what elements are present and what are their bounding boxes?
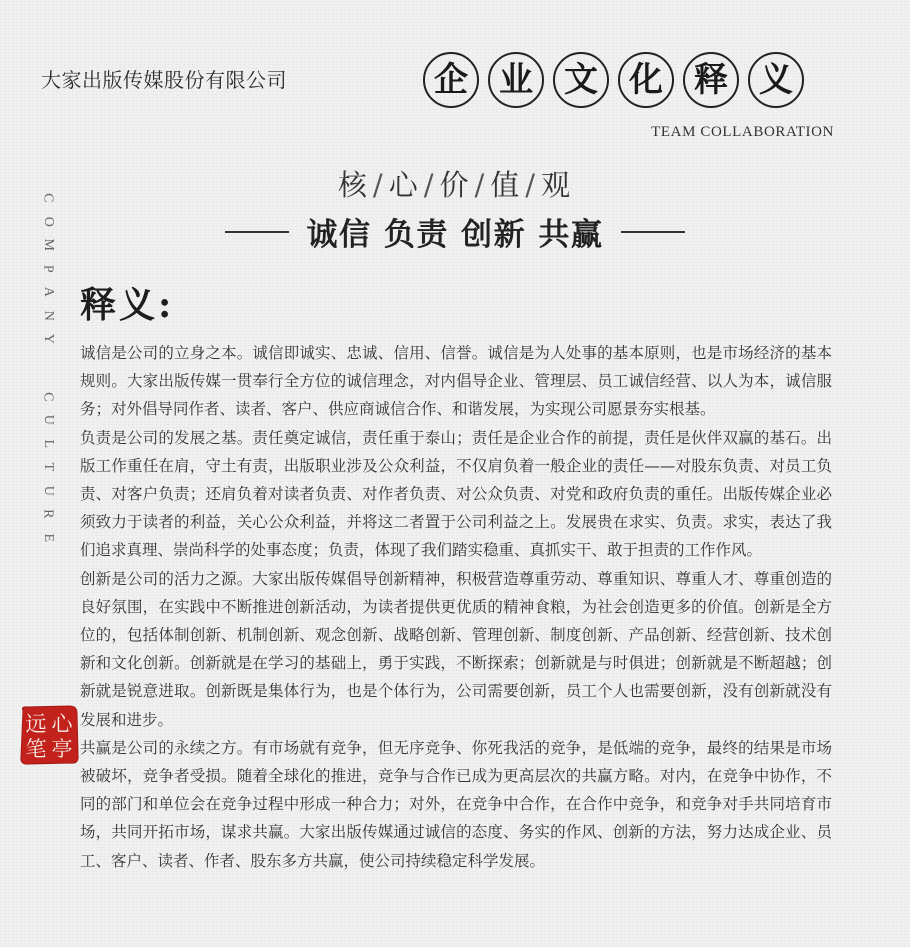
right-dash-divider [621,231,685,233]
paragraph-integrity: 诚信是公司的立身之本。诚信即诚实、忠诚、信用、信誉。诚信是为人处事的基本原则，也是市场经济的基本规则。大家出版传媒一贯奉行全方位的诚信理念，对内倡导企业、管理层、员工诚信经营、以人为本，诚信服务；对外倡导同作者、读者、客户、供应商诚信合作、和谐发展，为实现公司愿景夯实根基。 [80,344,832,419]
vertical-letter: T [40,462,56,472]
core-title-char: 核 [337,168,369,202]
vertical-company-culture [40,186,56,549]
vertical-letter: P [40,264,56,273]
vertical-letter: A [40,286,56,297]
title-char: 企 [423,52,479,108]
section-heading: 释义: [80,284,175,326]
page-title [423,52,804,108]
seal-char: 心 [51,712,73,736]
vertical-letter: U [40,414,56,425]
seal-char: 亭 [51,737,73,761]
title-char: 文 [553,52,609,108]
core-title-char: 值 [490,168,522,202]
seal-char: 笔 [25,737,47,761]
english-subtitle: TEAM COLLABORATION [651,124,834,140]
vertical-letter: R [40,509,56,519]
core-values-title [0,163,910,204]
vertical-letter: Y [40,333,56,344]
core-title-char: 心 [388,168,420,202]
paragraph-win-win: 共赢是公司的永续之方。有市场就有竞争，但无序竞争、你死我活的竞争，是低端的竞争，最终的结果是市场被破坏，竞争者受损。随着全球化的推进，竞争与合作已成为更高层次的共赢方略。对内，在竞争中协作，不同的部门和单位会在竞争过程中形成一种合力；对外，在竞争中合作，在合作中竞争，和竞争对手共同培育市场，共同开拓市场，谋求共赢。大家出版传媒通过诚信的态度、务实的作风、创新的方法，努力达成企业、员工、客户、读者、作者、股东多方共赢，使公司持续稳定科学发展。 [80,738,832,870]
vertical-letter: O [40,216,56,227]
title-char: 化 [618,52,674,108]
title-char: 业 [488,52,544,108]
core-values-text: 诚信 负责 创新 共赢 [306,217,604,253]
vertical-letter: C [40,193,56,203]
paragraph-responsibility: 负责是公司的发展之基。责任奠定诚信，责任重于泰山；责任是企业合作的前提，责任是伙伴双赢的基石。出版工作重任在肩，守土有责，出版职业涉及公众利益，不仅肩负着一般企业的责任——对股东负责、对员工负责、对客户负责；还肩负着对读者负责、对作者负责、对公众负责、对党和政府负责的重任。出版传媒企业必须致力于读者的利益，关心公众利益，并将这二者置于公司利益之上。发展贵在求实、负责。求实，表达了我们追求真理、崇尚科学的处事态度；负责，体现了我们踏实稳重、真抓实干、敢于担责的工作作风。 [80,428,832,560]
title-char: 义 [748,52,804,108]
vertical-letter: L [40,438,56,448]
vertical-word-company [42,186,54,351]
title-char: 释 [683,52,739,108]
core-title-char: 观 [541,168,573,202]
seal-char: 远 [25,712,47,736]
core-title-separator: / [474,168,487,202]
vertical-letter: U [40,485,56,496]
core-title-separator: / [525,168,538,202]
vertical-letter: M [40,238,56,251]
core-values-line [0,209,910,254]
core-title-char: 价 [439,168,471,202]
left-dash-divider [225,231,289,233]
core-title-separator: / [423,168,436,202]
company-name: 大家出版传媒股份有限公司 [41,68,287,92]
paragraph-innovation: 创新是公司的活力之源。大家出版传媒倡导创新精神，积极营造尊重劳动、尊重知识、尊重人才、尊重创造的良好氛围，在实践中不断推进创新活动，为读者提供更优质的精神食粮，为社会创造更多的价值。创新是全方位的，包括体制创新、机制创新、观念创新、战略创新、管理创新、制度创新、产品创新、经营创新、技术创新和文化创新。创新就是在学习的基础上，勇于实践，不断探索；创新就是与时俱进；创新就是不断超越；创新就是锐意进取。创新既是集体行为，也是个体行为，公司需要创新，员工个人也需要创新，没有创新就没有发展和进步。 [80,569,832,729]
vertical-letter: C [40,391,56,401]
vertical-word-culture [40,385,56,550]
core-title-separator: / [372,168,385,202]
vertical-letter: E [40,532,56,542]
vertical-letter: N [40,310,56,321]
seal-stamp-icon [17,703,81,767]
body-text [80,339,832,875]
